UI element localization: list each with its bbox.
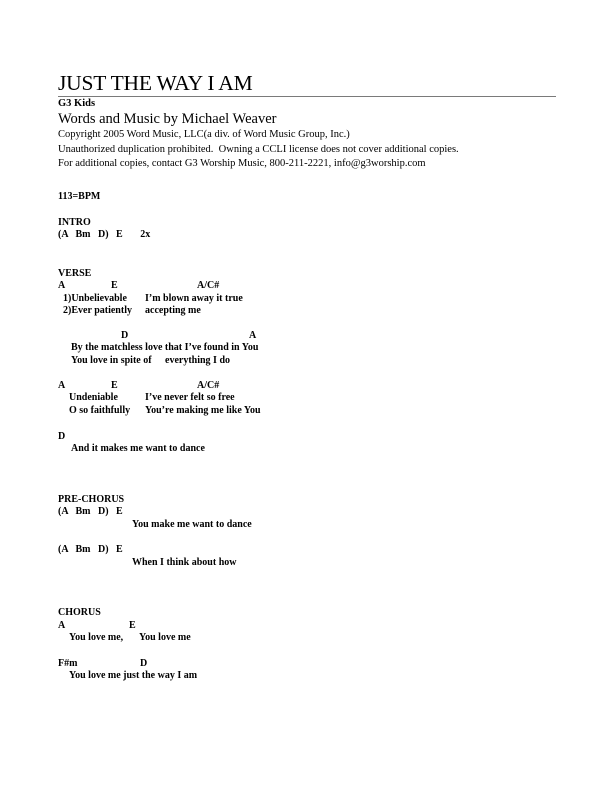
chord: A/C# [197,380,220,391]
copyright-line: Copyright 2005 Word Music, LLC(a div. of Word Music Group, Inc.) [58,129,350,140]
lyric: I’m blown away it true [145,293,243,304]
lyric: By the matchless love that I’ve found in You [71,342,259,353]
lyric: Undeniable [69,392,118,403]
section-label-intro: INTRO [58,217,91,228]
lyric: You love in spite of [71,355,152,366]
chord: E [129,620,136,631]
intro-chords: (A Bm D) E 2x [58,229,151,240]
lyric: You love me [139,632,191,643]
lyric: You’re making me like You [145,405,261,416]
prechorus-chords: (A Bm D) E [58,506,123,517]
chord: F#m [58,658,78,669]
lyric: And it makes me want to dance [71,443,205,454]
chord: A/C# [197,280,220,291]
lyric: You love me just the way I am [69,670,198,681]
chord: E [111,280,118,291]
lyric: accepting me [145,305,201,316]
lyric: O so faithfully [69,405,131,416]
chord: A [58,380,66,391]
song-title: JUST THE WAY I AM [58,71,253,95]
lyric: You love me, [69,632,124,643]
chord: D [140,658,148,669]
lyric: everything I do [165,355,230,366]
lyric: When I think about how [132,557,237,568]
chord: D [58,431,66,442]
section-label-prechorus: PRE-CHORUS [58,494,125,505]
section-label-chorus: CHORUS [58,607,101,618]
songwriter-credits: Words and Music by Michael Weaver [58,111,277,127]
title-divider [58,96,556,97]
artist-name: G3 Kids [58,98,96,109]
lyric: 1)Unbelievable [63,293,127,304]
section-label-verse: VERSE [58,268,92,279]
lyric: I’ve never felt so free [145,392,235,403]
chord: A [58,620,66,631]
chord: A [249,330,257,341]
contact-line: For additional copies, contact G3 Worship Music, 800-211-2221, info@g3worship.com [58,158,426,169]
duplication-notice: Unauthorized duplication prohibited. Owning a CCLI license does not cover additional copies. [58,144,459,155]
chord: D [121,330,129,341]
tempo-marking: 113=BPM [58,191,101,202]
chord: A [58,280,66,291]
lyric: You make me want to dance [132,519,252,530]
prechorus-chords: (A Bm D) E [58,544,123,555]
chord: E [111,380,118,391]
lyric: 2)Ever patiently [63,305,132,316]
